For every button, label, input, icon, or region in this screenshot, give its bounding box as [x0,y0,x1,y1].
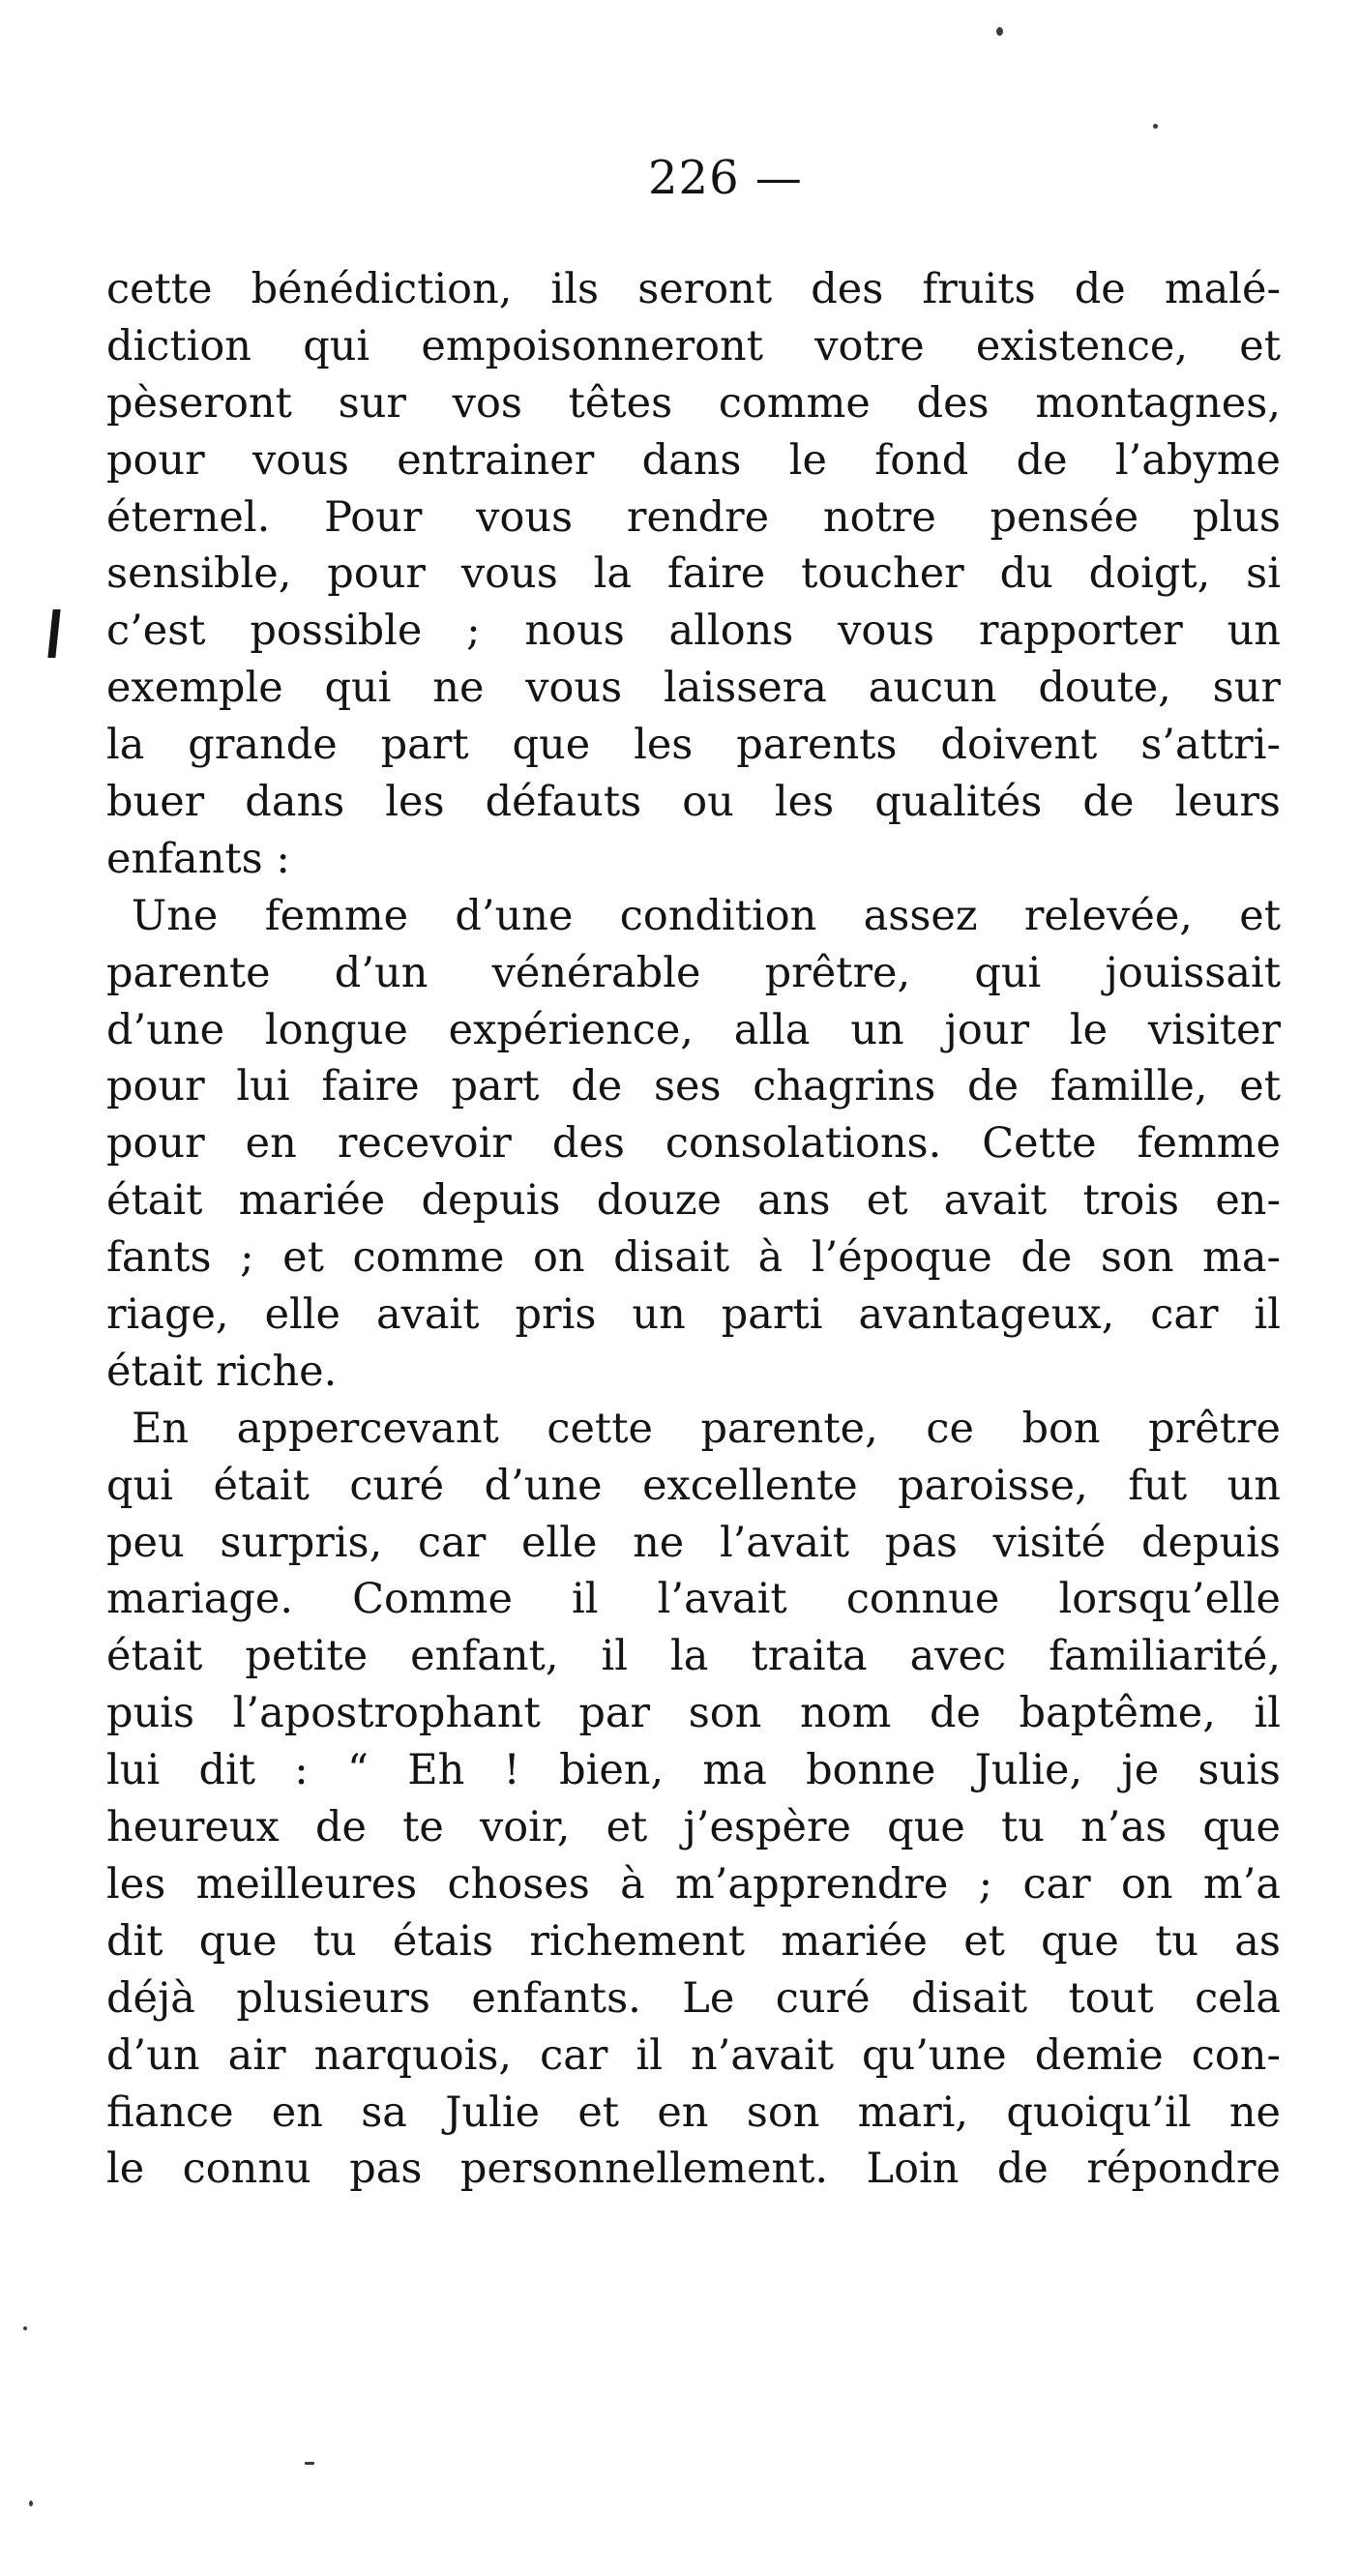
text-line: puis l’apostrophant par son nom de baptême, il [106,1689,1281,1738]
text-line: pour en recevoir des consolations. Cette femme [106,1119,1281,1169]
text-line: exemple qui ne vous laissera aucun doute, sur [106,664,1281,713]
ink-speck [23,2326,27,2330]
ink-speck [29,2501,33,2506]
text-line: sensible, pour vous la faire toucher du doigt, si [106,549,1281,599]
margin-mark [47,609,60,658]
text-line: éternel. Pour vous rendre notre pensée plus [106,492,1281,542]
text-line: heureux de te voir, et j’espère que tu n’as que [106,1803,1281,1852]
text-line: Une femme d’une condition assez relevée, et [132,891,1281,940]
text-line: pèseront sur vos têtes comme des montagnes, [106,378,1281,428]
text-line: diction qui empoisonneront votre existence, et [106,321,1281,370]
text-line: En appercevant cette parente, ce bon prêtre [132,1404,1281,1453]
text-line: fiance en sa Julie et en son mari, quoiqu’il ne [106,2087,1281,2137]
text-line: c’est possible ; nous allons vous rapporter un [106,607,1281,656]
text-line: buer dans les défauts ou les qualités de leurs [106,778,1281,827]
text-line: les meilleures choses à m’apprendre ; car on m’a [106,1859,1281,1909]
text-line: peu surpris, car elle ne l’avait pas visité depuis [106,1518,1281,1567]
text-line: enfants : [106,834,290,883]
text-line: qui était curé d’une excellente paroisse, fut un [106,1461,1281,1510]
text-line: cette bénédiction, ils seront des fruits de malé- [106,265,1281,313]
body-text [106,261,1281,2198]
ink-speck [305,2462,314,2465]
ink-speck [996,27,1003,36]
page-number: 226 — [648,151,803,205]
text-line: lui dit : “ Eh ! bien, ma bonne Julie, je suis [106,1746,1281,1795]
text-line: dit que tu étais richement mariée et que tu as [106,1916,1281,1966]
text-line: pour vous entrainer dans le fond de l’abyme [106,435,1281,485]
text-line: fants ; et comme on disait à l’époque de son ma- [106,1233,1281,1283]
text-line: d’une longue expérience, alla un jour le visiter [106,1005,1281,1054]
text-line: la grande part que les parents doivent s’attri- [106,721,1281,770]
text-line: pour lui faire part de ses chagrins de famille, et [106,1062,1281,1111]
text-line: était riche. [106,1347,338,1396]
text-line: était petite enfant, il la traita avec familiarité, [106,1632,1281,1681]
ink-speck [1153,124,1158,129]
text-line: le connu pas personnellement. Loin de répondre [106,2145,1281,2194]
text-line: mariage. Comme il l’avait connue lorsqu’elle [106,1575,1281,1624]
text-line: riage, elle avait pris un parti avantageux, car il [106,1290,1281,1340]
text-line: était mariée depuis douze ans et avait trois en- [106,1176,1281,1226]
text-line: d’un air narquois, car il n’avait qu’une demie con- [106,2030,1281,2080]
text-line: déjà plusieurs enfants. Le curé disait tout cela [106,1973,1281,2023]
text-line: parente d’un vénérable prêtre, qui jouissait [106,948,1281,997]
